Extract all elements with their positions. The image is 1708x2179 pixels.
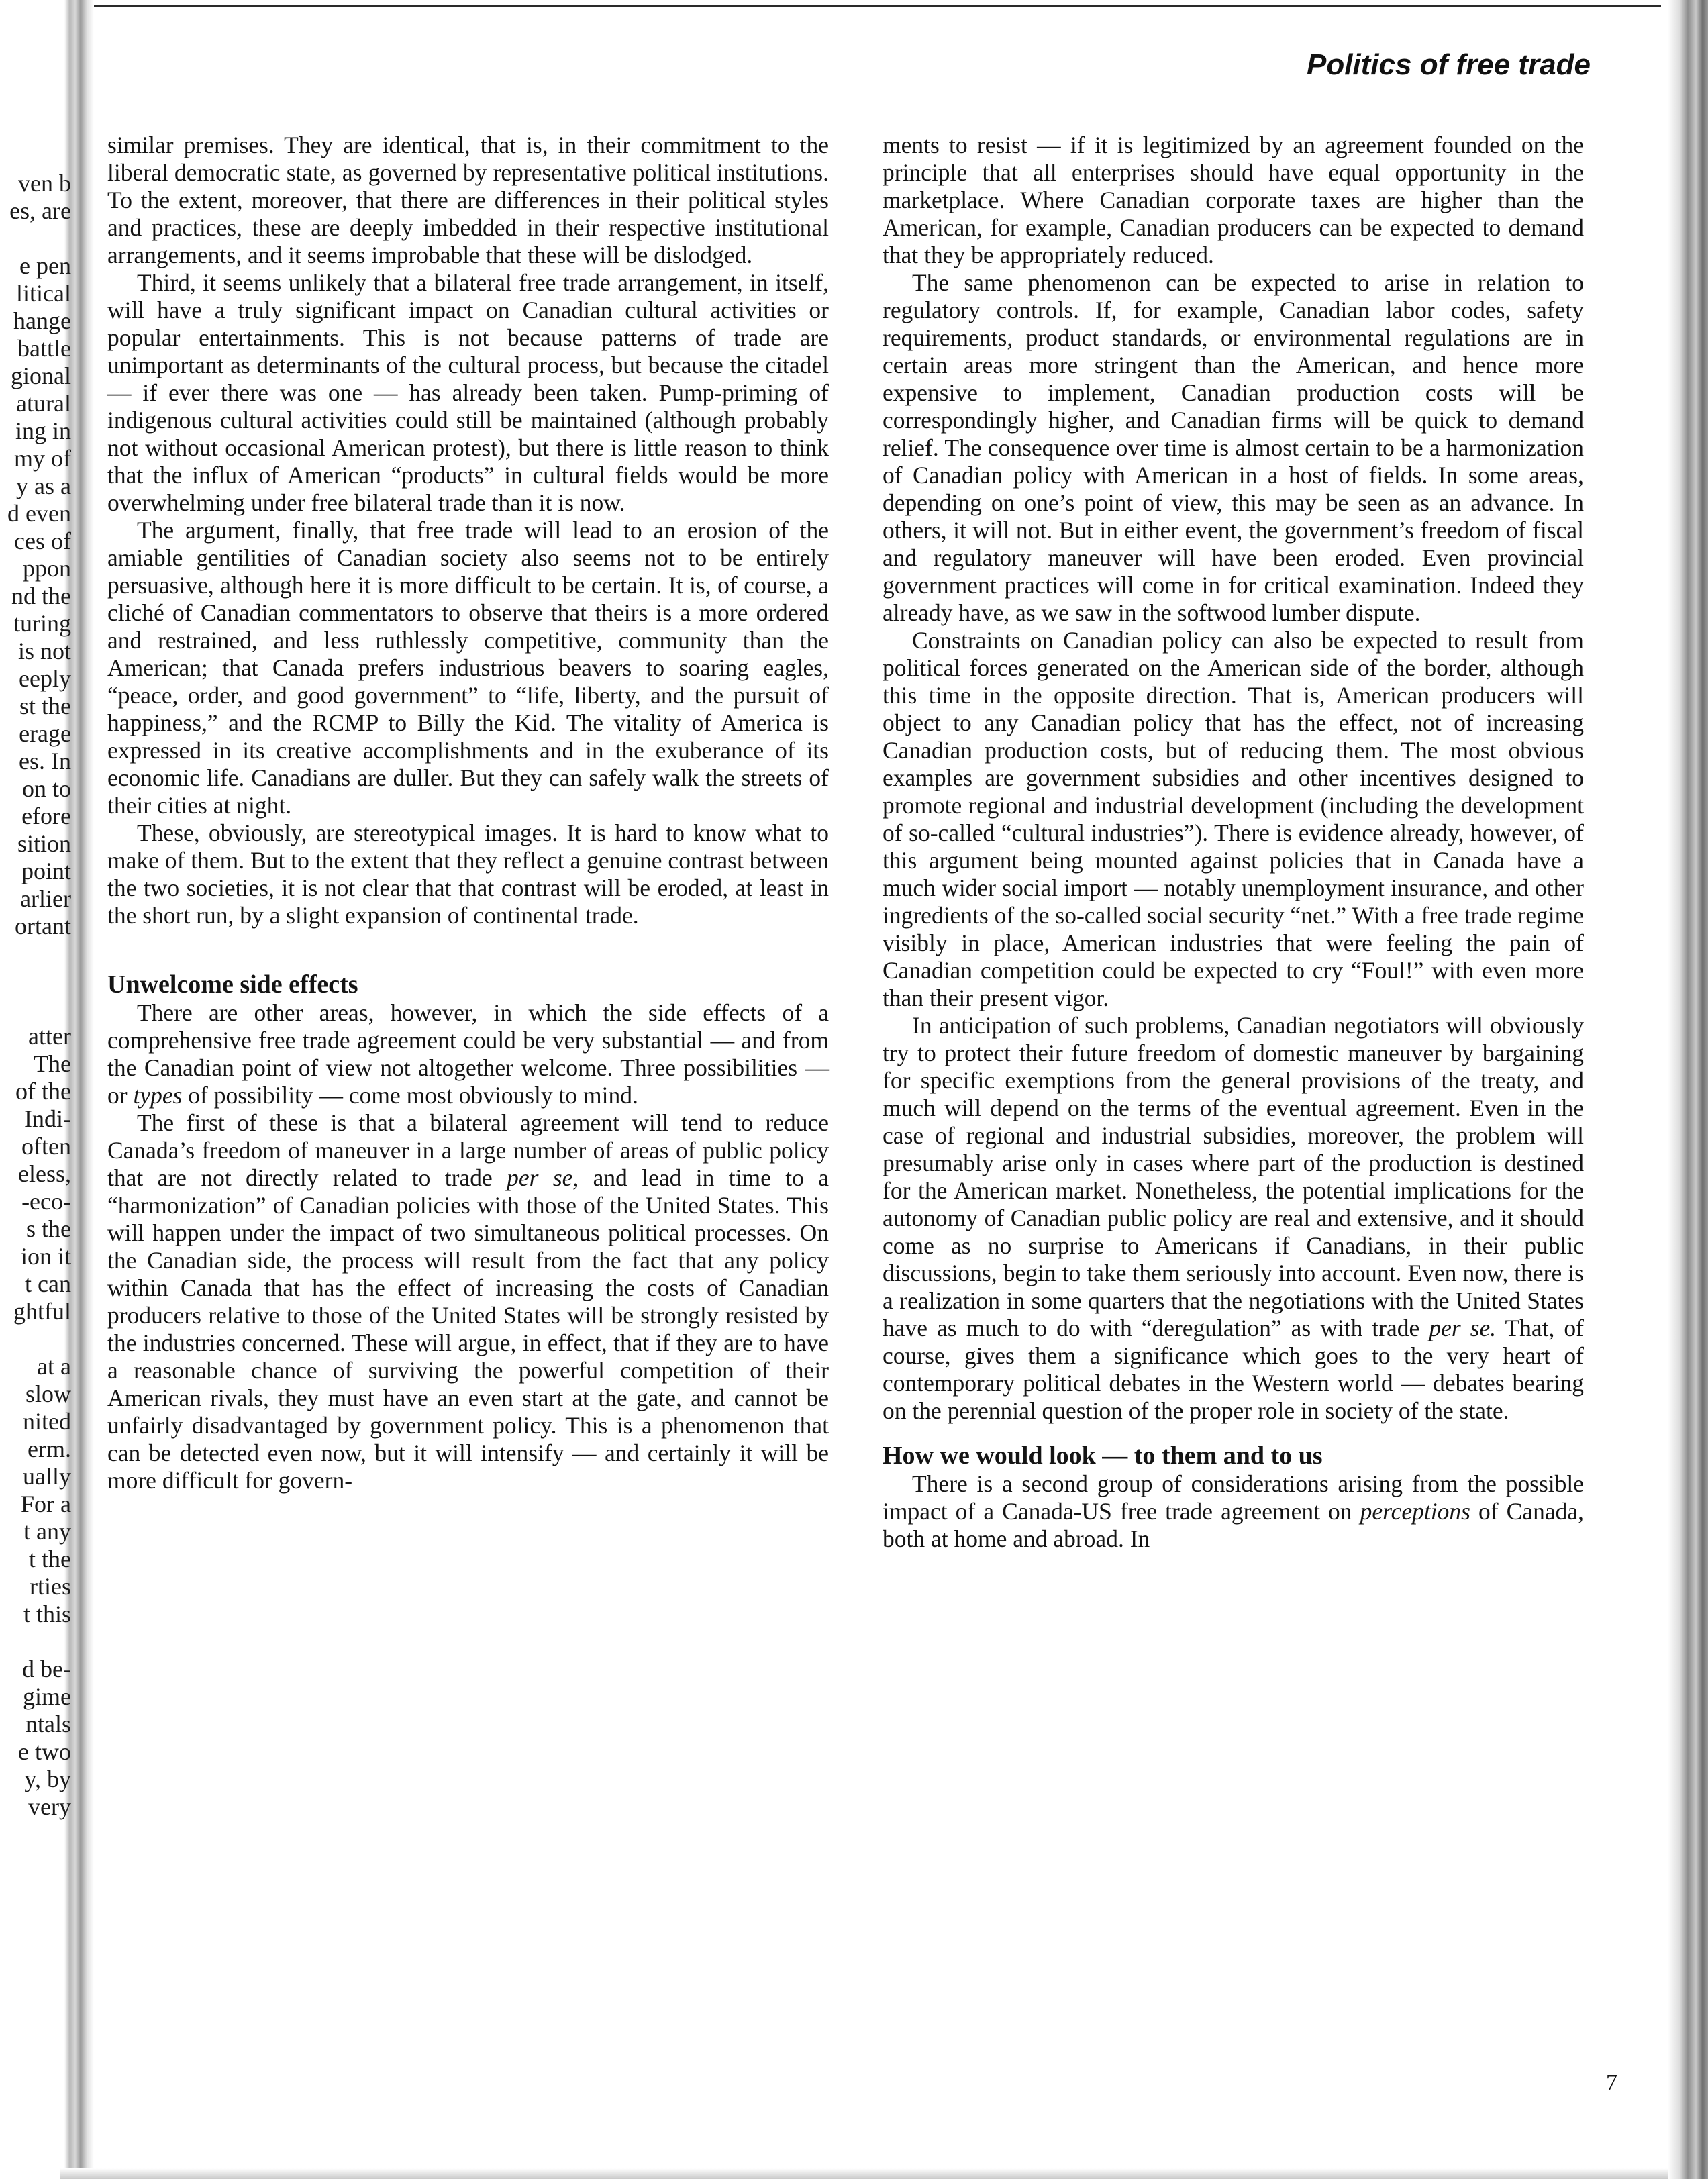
facing-page-text-fragment: atter [28, 1023, 71, 1050]
facing-page-text-fragment: eless, [18, 1160, 71, 1187]
paragraph: There are other areas, however, in which the side effects of a comprehensive free trade agreement could be very substantial — and from the Canadian point of view not altogether welcome. Three possibilities — or types of possibility — come most obviously to mind. [107, 999, 829, 1109]
facing-page-text-fragment: often [21, 1133, 71, 1160]
facing-page-text-fragment: ion it [20, 1243, 71, 1270]
facing-page-text-fragment: For a [21, 1490, 71, 1517]
facing-page-text-fragment: gime [23, 1683, 71, 1710]
section-heading: Unwelcome side effects [107, 970, 358, 999]
facing-page-text-fragment: slow [25, 1380, 71, 1407]
right-binding-gutter [1668, 0, 1708, 2179]
facing-page-text-fragment: y as a [16, 472, 71, 499]
facing-page-text-fragment: Indi- [24, 1105, 71, 1132]
facing-page-text-fragment: battle [17, 335, 71, 362]
facing-page-text-fragment: hange [13, 307, 71, 334]
paragraph: Constraints on Canadian policy can also be expected to result from political forces generated on the American side of the border, although this time in the opposite direction. That is, American producers will object to any Canadian policy that has the effect, not of increasing Canadian production costs, but of reducing them. The most obvious examples are government subsidies and other incentives designed to promote regional and industrial development (including the development of so-called “cultural industries”). There is evidence already, however, of this argument being mounted against policies that in Canada have a much wider social import — notably unemployment insurance, and other ingredients of the so-called social security “net.” With a free trade regime visibly in place, American industries that were feeling the pain of Canadian competition could be expected to cry “Foul!” with even more than their present vigor. [883, 627, 1584, 1011]
facing-page-text-fragment: turing [13, 610, 71, 637]
facing-page-text-fragment: e two [18, 1738, 71, 1765]
paragraph: The first of these is that a bilateral agreement will tend to reduce Canada’s freedom of maneuver in a large number of areas of public policy that are not directly related to trade per se, and lead in time to a “harmonization” of Canadian policies with those of the United States. This will happen under the impact of two simultaneous political processes. On the Canadian side, the process will result from the fact that any policy within Canada that has the effect of increasing the costs of Canadian producers relative to those of the United States will be strongly resisted by the industries concerned. These will argue, in effect, that if they are to have a reasonable chance of surviving the powerful competition of their American rivals, they must have an even start at the gate, and cannot be unfairly disadvantaged by government policy. This is a phenomenon that can be detected even now, but it will intensify — and certainly it will be more difficult for govern- [107, 1109, 829, 1494]
section-heading: How we would look — to them and to us [883, 1441, 1323, 1470]
facing-page-text-fragment: ntals [26, 1711, 71, 1737]
facing-page-text-fragment: arlier [20, 885, 71, 912]
facing-page-fragment [0, 0, 72, 2179]
facing-page-text-fragment: s the [26, 1215, 71, 1242]
facing-page-text-fragment: ppon [23, 555, 71, 582]
paragraph: Third, it seems unlikely that a bilateral free trade arrangement, in itself, will have a truly significant impact on Canadian cultural activities or popular entertainments. This is not because patterns of trade are unimportant as determinants of the cultural process, but because the citadel — if ever there was one — has already been taken. Pump-priming of indigenous cultural activities could still be maintained (although probably not without occasional American protest), but there is little reason to think that the influx of American “products” in cultural fields would be more overwhelming under free bilateral trade than it is now. [107, 269, 829, 516]
facing-page-text-fragment: nd the [11, 582, 71, 609]
paragraph: In anticipation of such problems, Canadian negotiators will obviously try to protect their future freedom of domestic maneuver by bargaining for specific exemptions from the general provisions of the treaty, and much will depend on the terms of the eventual agreement. Even in the case of regional and industrial subsidies, moreover, the problem will presumably arise only in cases where part of the production is destined for the American market. Nonetheless, the potential implications for the autonomy of Canadian public policy are real and extensive, and it should come as no surprise to Americans if Canadians, in their public discussions, begin to take them seriously into account. Even now, there is a realization in some quarters that the negotiations with the United States have as much to do with “deregulation” as with trade per se. That, of course, gives them a significance which goes to the very heart of contemporary political debates in the Western world — debates bearing on the perennial question of the proper role in society of the state. [883, 1012, 1584, 1424]
facing-page-text-fragment: litical [16, 280, 71, 307]
facing-page-text-fragment: ing in [15, 417, 71, 444]
facing-page-text-fragment: e pen [19, 252, 71, 279]
paragraph: The same phenomenon can be expected to arise in relation to regulatory controls. If, for example, Canadian labor codes, safety requirements, product standards, or environmental regulations are in certain areas more stringent than the American, and hence more expensive to implement, Canadian production costs will be correspondingly higher, and Canadian firms will be quick to demand relief. The consequence over time is almost certain to be a harmonization of Canadian policy with American in a host of fields. In some areas, depending on one’s point of view, this may be seen as an advance. In others, it will not. But in either event, the government’s freedom of fiscal and regulatory maneuver will have been eroded. Even provincial government practices will come in for critical examination. Indeed they already have, as we saw in the softwood lumber dispute. [883, 269, 1584, 626]
facing-page-text-fragment: ces of [14, 527, 71, 554]
right-column [883, 132, 1584, 1553]
running-header: Politics of free trade [1306, 48, 1591, 81]
paragraph: ments to resist — if it is legitimized by an agreement founded on the principle that all enterprises should have equal opportunity in the marketplace. Where Canadian corporate taxes are higher than the American, for example, Canadian producers can be expected to demand that they be appropriately reduced. [883, 132, 1584, 268]
paragraph: There is a second group of considerations arising from the possible impact of a Canada-US free trade agreement on perceptions of Canada, both at home and abroad. In [883, 1470, 1584, 1552]
facing-page-text-fragment: d be- [22, 1656, 71, 1682]
paragraph: similar premises. They are identical, that is, in their commitment to the liberal democratic state, as governed by representative political institutions. To the extent, moreover, that there are differences in their political styles and practices, these are deeply imbedded in their respective institutional arrangements, and it seems improbable that these will be dislodged. [107, 132, 829, 268]
facing-page-text-fragment: on to [21, 775, 71, 802]
page-number: 7 [1606, 2070, 1617, 2095]
facing-page-text-fragment: t any [23, 1518, 71, 1545]
paragraph: The argument, finally, that free trade will lead to an erosion of the amiable gentilities of Canadian society also seems not to be entirely persuasive, although here it is more difficult to be certain. It is, of course, a cliché of Canadian commentators to observe that theirs is a more ordered and restrained, and less ruthlessly competitive, community than the American; that Canada prefers industrious beavers to soaring eagles, “peace, order, and good government” to “life, liberty, and the pursuit of happiness,” and the RCMP to Billy the Kid. The vitality of America is expressed in its creative accomplishments and in the exuberance of its economic life. Canadians are duller. But they can safely walk the streets of their cities at night. [107, 517, 829, 819]
facing-page-text-fragment: t this [23, 1601, 71, 1627]
facing-page-text-fragment: ghtful [13, 1298, 71, 1325]
facing-page-text-fragment: is not [17, 638, 71, 664]
facing-page-text-fragment: t the [29, 1545, 71, 1572]
facing-page-text-fragment: ortant [15, 913, 71, 940]
facing-page-text-fragment: sition [17, 830, 71, 857]
facing-page-text-fragment: gional [11, 362, 71, 389]
facing-page-text-fragment: The [34, 1050, 71, 1077]
facing-page-text-fragment: ven b [18, 170, 71, 197]
facing-page-text-fragment: y, by [24, 1766, 71, 1792]
top-edge-rule [40, 5, 1661, 7]
bottom-page-shadow [60, 2168, 1668, 2179]
left-column [107, 132, 829, 1494]
facing-page-text-fragment: es, are [9, 197, 71, 224]
facing-page-text-fragment: nited [23, 1408, 71, 1435]
facing-page-text-fragment: t can [25, 1270, 71, 1297]
facing-page-text-fragment: es. In [19, 748, 71, 774]
facing-page-text-fragment: d even [7, 500, 71, 527]
facing-page-text-fragment: rties [30, 1573, 71, 1600]
facing-page-text-fragment: ually [23, 1463, 71, 1490]
facing-page-text-fragment: at a [37, 1353, 71, 1380]
facing-page-text-fragment: point [21, 858, 71, 884]
facing-page-text-fragment: my of [14, 445, 71, 472]
facing-page-text-fragment: eeply [19, 665, 71, 692]
facing-page-text-fragment: erage [19, 720, 71, 747]
facing-page-text-fragment: st the [19, 693, 71, 719]
facing-page-text-fragment: atural [16, 390, 71, 417]
facing-page-text-fragment: erm. [28, 1435, 71, 1462]
facing-page-text-fragment: -eco- [21, 1188, 71, 1215]
facing-page-text-fragment: of the [15, 1078, 71, 1105]
facing-page-text-fragment: efore [21, 803, 71, 829]
paragraph: These, obviously, are stereotypical images. It is hard to know what to make of them. But to the extent that they reflect a genuine contrast between the two societies, it is not clear that that contrast will be eroded, at least in the short run, by a slight expansion of continental trade. [107, 819, 829, 929]
facing-page-text-fragment: very [28, 1793, 71, 1820]
